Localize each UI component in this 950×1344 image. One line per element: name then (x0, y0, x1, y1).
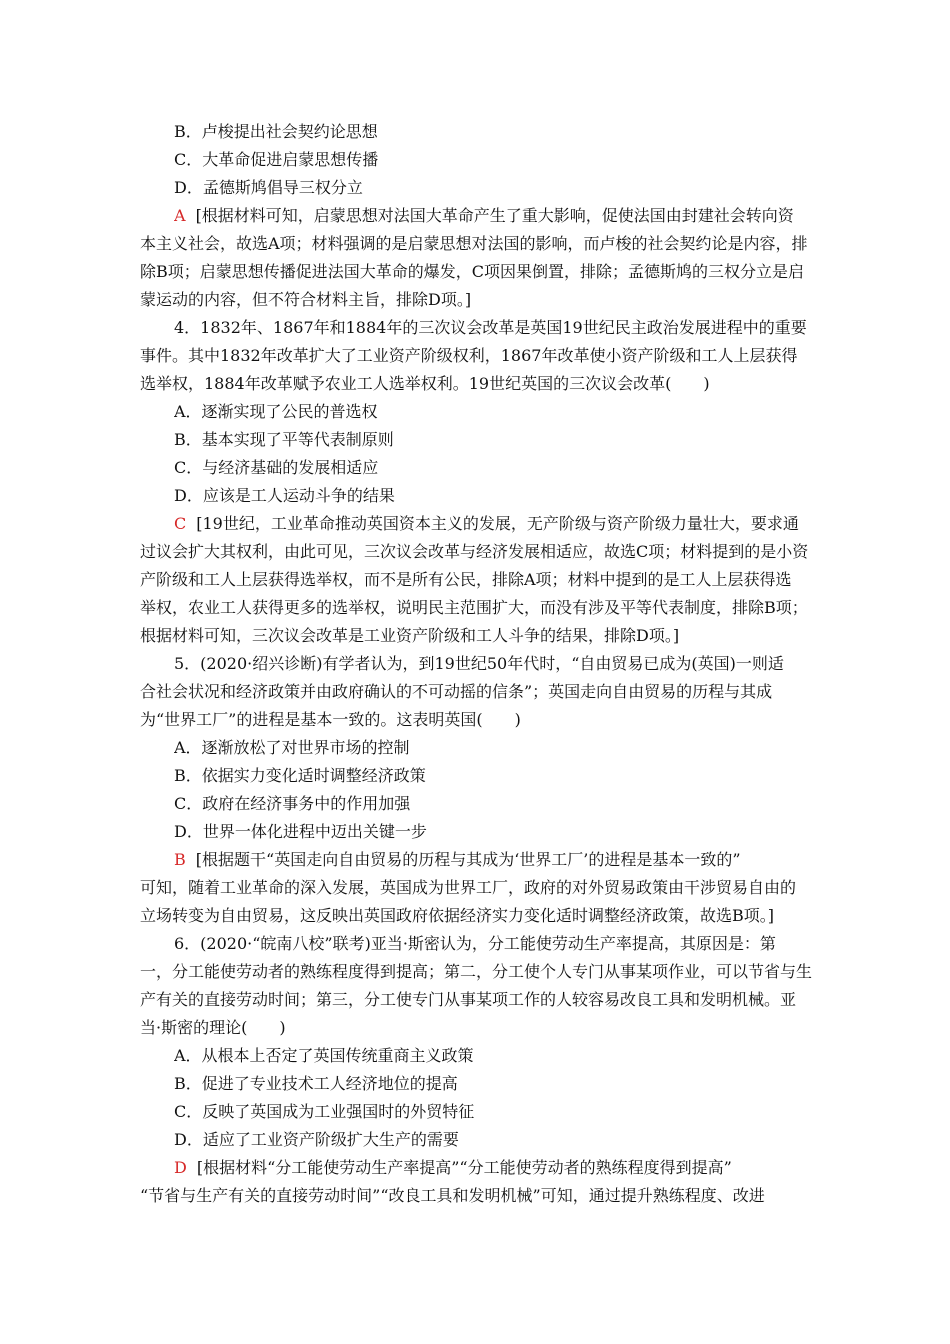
q3-analysis-text: [根据材料可知，启蒙思想对法国大革命产生了重大影响，促使法国由封建社会转向资 (195, 206, 794, 225)
q3-analysis-line-1 (174, 201, 812, 231)
q5-option-d: D．世界一体化进程中迈出关键一步 (174, 822, 427, 841)
q5-option-c: C．政府在经济事务中的作用加强 (174, 794, 411, 813)
q5-analysis-line-1 (174, 845, 812, 875)
q6-stem-line-1: 6．(2020·“皖南八校”联考)亚当·斯密认为，分工能使劳动生产率提高，其原因是：第 (174, 934, 776, 953)
q6-analysis-text: [根据材料“分工能使劳动生产率提高”“分工能使劳动者的熟练程度得到提高” (196, 1158, 732, 1177)
q5-analysis-line-2: 可知，随着工业革命的深入发展，英国成为世界工厂，政府的对外贸易政策由干涉贸易自由的 (140, 878, 797, 897)
q4-answer-letter: C (174, 514, 187, 533)
q6-option-b: B．促进了专业技术工人经济地位的提高 (174, 1074, 458, 1093)
q4-analysis-line-5: 根据材料可知，三次议会改革是工业资产阶级和工人斗争的结果，排除D项。] (140, 626, 680, 645)
q4-stem-line-2: 事件。其中1832年改革扩大了工业资产阶级权利，1867年改革使小资产阶级和工人上层获得 (140, 346, 798, 365)
q6-option-d: D．适应了工业资产阶级扩大生产的需要 (174, 1130, 459, 1149)
q6-answer-letter: D (174, 1158, 187, 1177)
q5-answer-letter: B (174, 850, 186, 869)
q6-option-c: C．反映了英国成为工业强国时的外贸特征 (174, 1102, 475, 1121)
q5-analysis-line-3: 立场转变为自由贸易，这反映出英国政府依据经济实力变化适时调整经济政策，故选B项。] (140, 906, 775, 925)
q4-option-a: A．逐渐实现了公民的普选权 (174, 402, 378, 421)
q4-analysis-line-4: 举权，农业工人获得更多的选举权，说明民主范围扩大，而没有涉及平等代表制度，排除B项； (140, 598, 808, 617)
q3-answer-letter: A (174, 206, 186, 225)
q5-analysis-text: [根据题干“英国走向自由贸易的历程与其成为‘世界工厂’的进程是基本一致的” (195, 850, 741, 869)
q3-analysis-line-3: 除B项；启蒙思想传播促进法国大革命的爆发，C项因果倒置，排除；孟德斯鸠的三权分立是启 (140, 262, 805, 281)
q3-analysis-line-2: 本主义社会，故选A项；材料强调的是启蒙思想对法国的影响，而卢梭的社会契约论是内容，排 (140, 234, 808, 253)
q4-option-c: C．与经济基础的发展相适应 (174, 458, 379, 477)
q4-analysis-line-1 (174, 509, 812, 539)
q6-analysis-line-1 (174, 1153, 812, 1183)
q5-stem-line-1: 5．(2020·绍兴诊断)有学者认为，到19世纪50年代时，“自由贸易已成为(英国)一则适 (174, 654, 784, 673)
q5-option-b: B．依据实力变化适时调整经济政策 (174, 766, 426, 785)
q6-analysis-line-2: “节省与生产有关的直接劳动时间”“改良工具和发明机械”可知，通过提升熟练程度、改进 (140, 1186, 765, 1205)
q6-stem-line-2: 一，分工能使劳动者的熟练程度得到提高；第二，分工使个人专门从事某项作业，可以节省与生 (140, 962, 812, 981)
q4-analysis-line-3: 产阶级和工人上层获得选举权，而不是所有公民，排除A项；材料中提到的是工人上层获得选 (140, 570, 792, 589)
q3-option-b: B．卢梭提出社会契约论思想 (174, 122, 378, 141)
q6-option-a: A．从根本上否定了英国传统重商主义政策 (174, 1046, 474, 1065)
q4-stem-line-1: 4．1832年、1867年和1884年的三次议会改革是英国19世纪民主政治发展进程中的重要 (174, 318, 807, 337)
q4-analysis-text: [19世纪，工业革命推动英国资本主义的发展，无产阶级与资产阶级力量壮大，要求通 (196, 514, 799, 533)
q5-option-a: A．逐渐放松了对世界市场的控制 (174, 738, 410, 757)
q6-stem-line-3: 产有关的直接劳动时间；第三，分工使专门从事某项工作的人较容易改良工具和发明机械。亚 (140, 990, 797, 1009)
q4-option-b: B．基本实现了平等代表制原则 (174, 430, 394, 449)
q3-option-c: C．大革命促进启蒙思想传播 (174, 150, 379, 169)
q4-stem-line-3: 选举权，1884年改革赋予农业工人选举权利。19世纪英国的三次议会改革( ) (140, 374, 710, 393)
q4-option-d: D．应该是工人运动斗争的结果 (174, 486, 395, 505)
q6-stem-line-4: 当·斯密的理论( ) (140, 1018, 286, 1037)
q5-stem-line-2: 合社会状况和经济政策并由政府确认的不可动摇的信条”；英国走向自由贸易的历程与其成 (140, 682, 773, 701)
q4-analysis-line-2: 过议会扩大其权利，由此可见，三次议会改革与经济发展相适应，故选C项；材料提到的是小资 (140, 542, 809, 561)
q3-option-d: D．孟德斯鸠倡导三权分立 (174, 178, 363, 197)
q3-analysis-line-4: 蒙运动的内容，但不符合材料主旨，排除D项。] (140, 290, 472, 309)
q5-stem-line-3: 为“世界工厂”的进程是基本一致的。这表明英国( ) (140, 710, 521, 729)
